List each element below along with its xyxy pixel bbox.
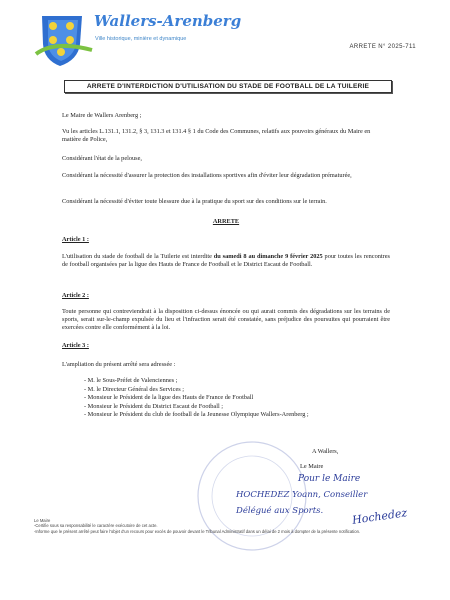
recipient-text: Monsieur le Président de la ligue des Hauts de France de Football xyxy=(87,394,254,402)
recipient-text: M. le Sous-Préfet de Valenciennes ; xyxy=(87,377,178,384)
signature-role: Le Maire xyxy=(300,463,324,470)
arrete-heading: ARRETE xyxy=(212,218,240,225)
article-1-text-b: pour toutes les rencontres de football organisées par la ligue des Hauts de France de Football et le District Escaut de Football. xyxy=(62,253,390,269)
recipient-list xyxy=(84,377,384,420)
city-crest-icon xyxy=(34,10,94,68)
footnote-line-3: -Informe que le présent arrêté peut faire l'objet d'un recours pour excès de pouvoir devant le Tribunal Administratif dans un délai de 2 mois à dompter de la présente notification. xyxy=(34,528,361,534)
decree-number: ARRETE N° 2025-711 xyxy=(349,44,416,50)
considering-1: Considérant l'état de la pelouse, xyxy=(62,155,142,162)
recipient-text: Monsieur le Président du club de football de la Jeunesse Olympique Wallers-Arenberg ; xyxy=(87,411,309,419)
article-1-text xyxy=(62,253,390,269)
article-1-dates: du samedi 8 au dimanche 9 février 2025 xyxy=(213,253,323,260)
article-3-text: L'ampliation du présent arrêté sera adressée : xyxy=(62,361,176,368)
recipient-item: - M. le Directeur Général des Services ; xyxy=(84,385,185,393)
legal-basis: Vu les articles L.131.1, 131.2, § 3, 131.3 et 131.4 § 1 du Code des Communes, relatifs aux pouvoirs généraux du Maire en matière de Police, xyxy=(62,128,371,144)
mayor-line: Le Maire de Wallers Arenberg ; xyxy=(62,112,142,119)
footnote-line-1: Le Maire xyxy=(34,518,51,523)
recipient-text: M. le Directeur Général des Services ; xyxy=(87,385,185,393)
article-1-text-a: L'utilisation du stade de football de la Tuilerie est interdite xyxy=(62,253,214,260)
article-2-label: Article 2 : xyxy=(62,292,89,299)
recipient-text: Monsieur le Président du District Escaut de Football ; xyxy=(87,402,224,410)
article-2-text: Toute personne qui contreviendrait à la disposition ci-dessus énoncée ou qui aurait commis des dégradations sur les terrains de sports, serait sur-le-champ expulsée du lieu et l'infraction serait été constatée, sans préjudice des poursuites qui pourraient être exercées contre elle conformément à la loi. xyxy=(62,308,390,332)
signature-hand-2: HOCHEDEZ Yoann, Conseiller xyxy=(236,490,368,500)
article-1-label: Article 1 : xyxy=(62,236,89,243)
legal-footnote xyxy=(34,518,364,534)
considering-2: Considérant la nécessité d'assurer la protection des installations sportives afin d'éviter leur dégradation prématurée, xyxy=(62,172,352,179)
signature-hand-4: Hochedez xyxy=(351,506,408,527)
considering-3: Considérant la nécessité d'éviter toute blessure due à la pratique du sport sur des conditions sur le terrain. xyxy=(62,198,327,205)
recipient-item: - Monsieur le Président du club de football de la Jeunesse Olympique Wallers-Arenberg ; xyxy=(84,411,309,419)
footnote-line-2: -Certifie sous sa responsabilité le caractère exécutoire de cet acte. xyxy=(34,523,158,529)
recipient-item: - M. le Sous-Préfet de Valenciennes ; xyxy=(84,377,178,384)
city-logo xyxy=(34,10,242,68)
recipient-item: - Monsieur le Président de la ligue des Hauts de France de Football xyxy=(84,394,254,402)
article-3-label: Article 3 : xyxy=(62,342,89,349)
signature-hand-1: Pour le Maire xyxy=(298,474,361,484)
recipient-item: - Monsieur le Président du District Escaut de Football ; xyxy=(84,402,224,410)
city-brand-name: Wallers-Arenberg xyxy=(94,12,242,30)
signature-hand-3: Délégué aux Sports. xyxy=(236,506,324,516)
signature-place: A Wallers, xyxy=(312,448,339,455)
city-tagline: Ville historique, minière et dynamique xyxy=(95,36,187,42)
document-title: ARRETE D'INTERDICTION D'UTILISATION DU STADE DE FOOTBALL DE LA TUILERIE xyxy=(64,80,392,93)
